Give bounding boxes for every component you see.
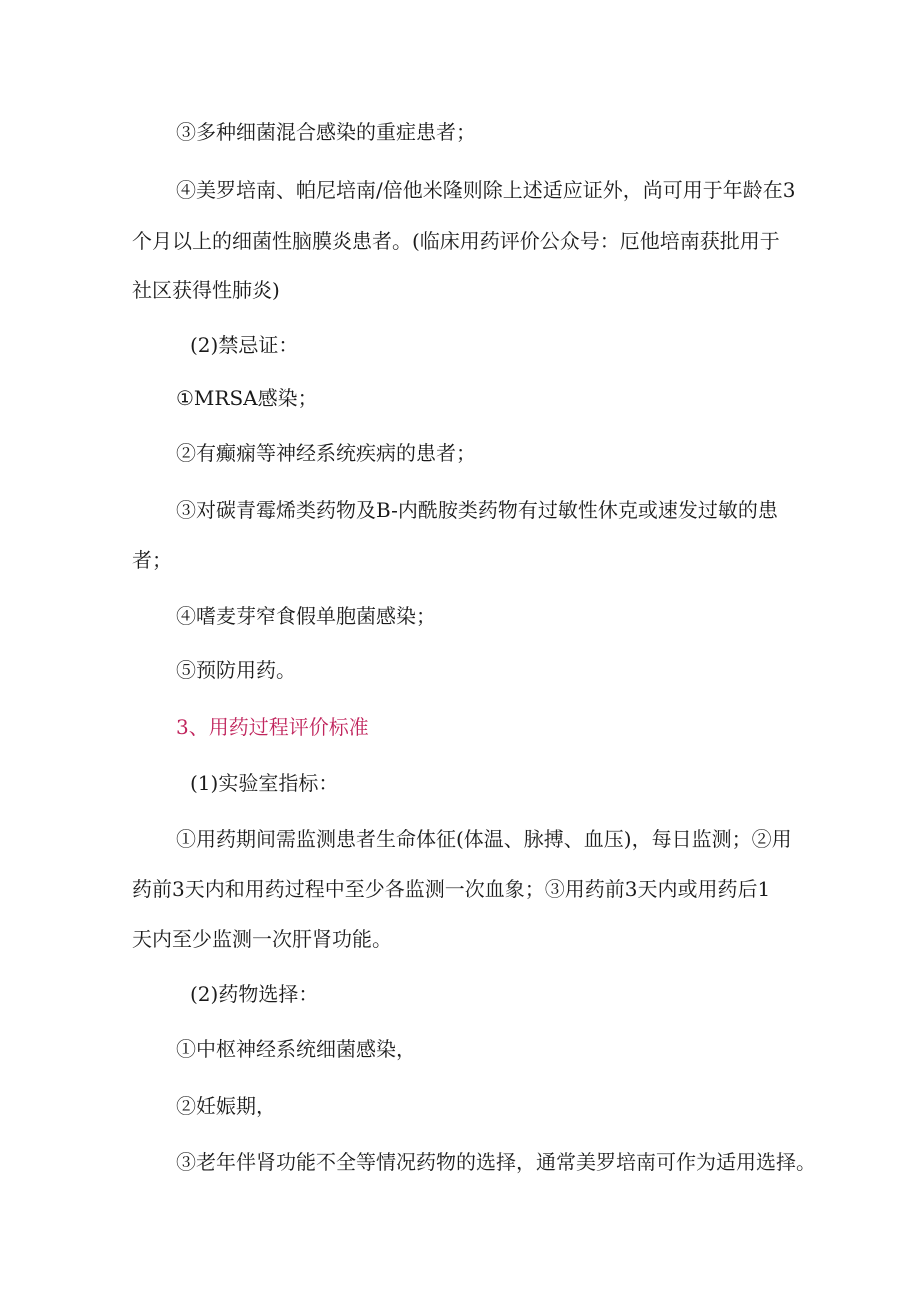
text-line: ①中枢神经系统细菌感染，	[176, 1037, 416, 1061]
text-line: ④嗜麦芽窄食假单胞菌感染；	[176, 604, 436, 628]
text-line: ②妊娠期，	[176, 1094, 276, 1118]
subsection-heading: (2)禁忌证：	[190, 333, 299, 357]
text-line: 个月以上的细菌性脑膜炎患者。(临床用药评价公众号：厄他培南获批用于	[132, 229, 780, 253]
text-line: 者；	[132, 548, 172, 572]
text-line: ③对碳青霉烯类药物及B-内酰胺类药物有过敏性休克或速发过敏的患	[176, 498, 778, 522]
text-line: ①MRSA感染；	[176, 386, 318, 410]
subsection-heading: (1)实验室指标：	[190, 771, 339, 795]
text-line: ②有癫痫等神经系统疾病的患者；	[176, 441, 476, 465]
text-line: ①用药期间需监测患者生命体征(体温、脉搏、血压)，每日监测；②用	[176, 827, 792, 851]
section-heading: 3、用药过程评价标准	[176, 715, 369, 739]
text-line: ④美罗培南、帕尼培南/倍他米隆则除上述适应证外，尚可用于年龄在3	[176, 178, 796, 202]
text-line: 药前3天内和用药过程中至少各监测一次血象；③用药前3天内或用药后1	[132, 877, 771, 901]
subsection-heading: (2)药物选择：	[190, 982, 319, 1006]
text-line: ③老年伴肾功能不全等情况药物的选择，通常美罗培南可作为适用选择。	[176, 1150, 816, 1174]
text-line: ③多种细菌混合感染的重症患者；	[176, 120, 476, 144]
text-line: ⑤预防用药。	[176, 658, 296, 682]
text-line: 天内至少监测一次肝肾功能。	[132, 927, 392, 951]
text-line: 社区获得性肺炎)	[132, 278, 280, 302]
